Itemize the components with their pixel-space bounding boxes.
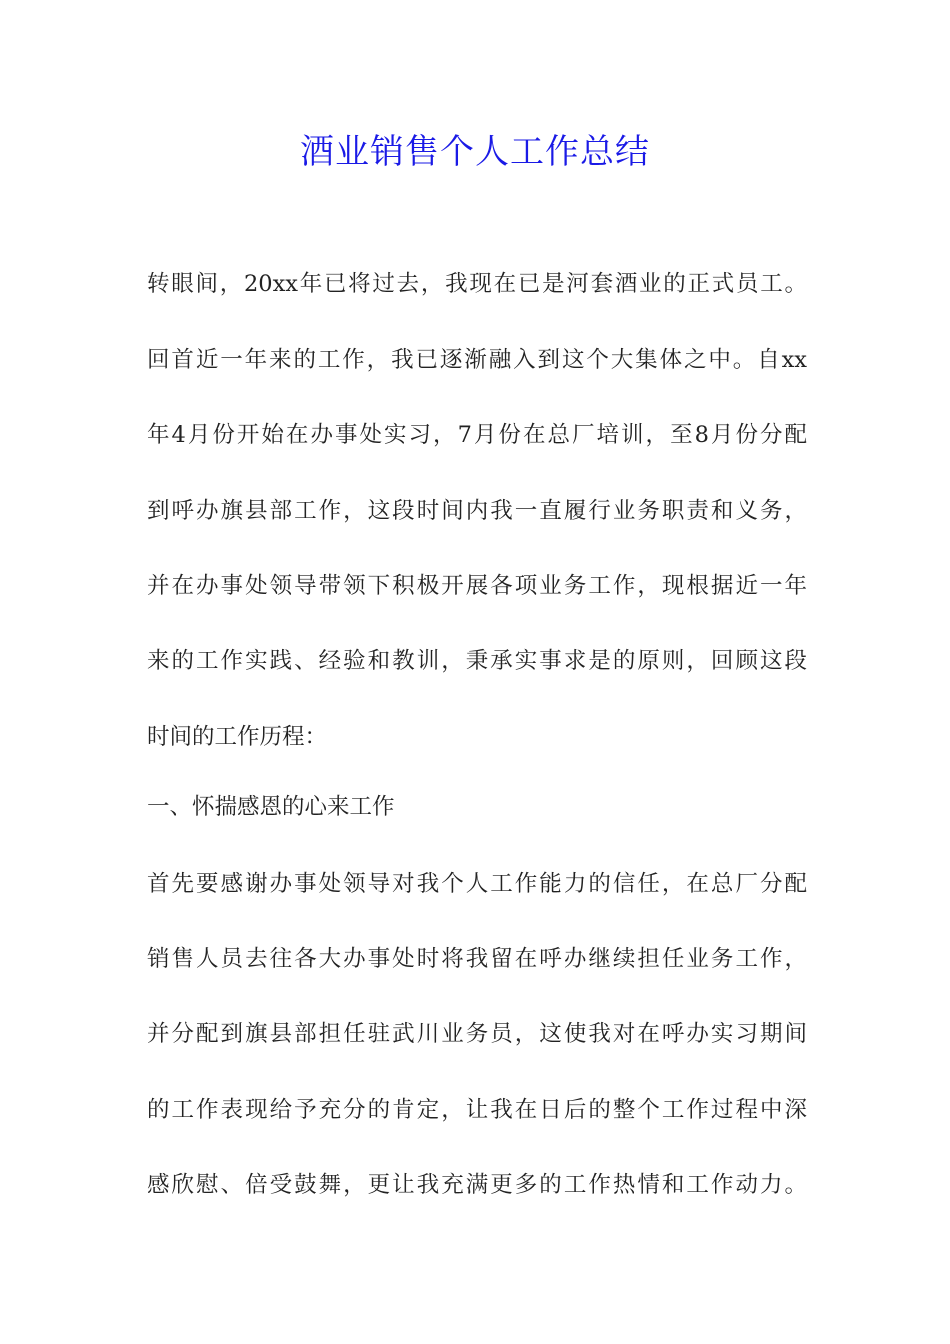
paragraph-line: 并在办事处领导带领下积极开展各项业务工作，现根据近一年 xyxy=(147,573,807,599)
paragraph-line: 的工作表现给予充分的肯定，让我在日后的整个工作过程中深 xyxy=(147,1097,807,1123)
paragraph-line: 首先要感谢办事处领导对我个人工作能力的信任，在总厂分配 xyxy=(147,871,807,897)
paragraph-line: 到呼办旗县部工作，这段时间内我一直履行业务职责和义务， xyxy=(147,498,807,524)
paragraph-line: 来的工作实践、经验和教训，秉承实事求是的原则，回顾这段 xyxy=(147,648,807,674)
document-title: 酒业销售个人工作总结 xyxy=(300,132,650,172)
paragraph-line: 感欣慰、倍受鼓舞，更让我充满更多的工作热情和工作动力。 xyxy=(147,1172,807,1198)
paragraph-line: 时间的工作历程： xyxy=(147,724,328,750)
paragraph-line: 回首近一年来的工作，我已逐渐融入到这个大集体之中。自xx xyxy=(147,347,807,373)
paragraph-line: 销售人员去往各大办事处时将我留在呼办继续担任业务工作， xyxy=(147,946,807,972)
section-heading: 一、怀揣感恩的心来工作 xyxy=(147,794,395,820)
paragraph-line: 转眼间，20xx年已将过去，我现在已是河套酒业的正式员工。 xyxy=(147,271,807,297)
paragraph-line: 年4月份开始在办事处实习，7月份在总厂培训，至8月份分配 xyxy=(147,422,807,448)
paragraph-line: 并分配到旗县部担任驻武川业务员，这使我对在呼办实习期间 xyxy=(147,1021,807,1047)
